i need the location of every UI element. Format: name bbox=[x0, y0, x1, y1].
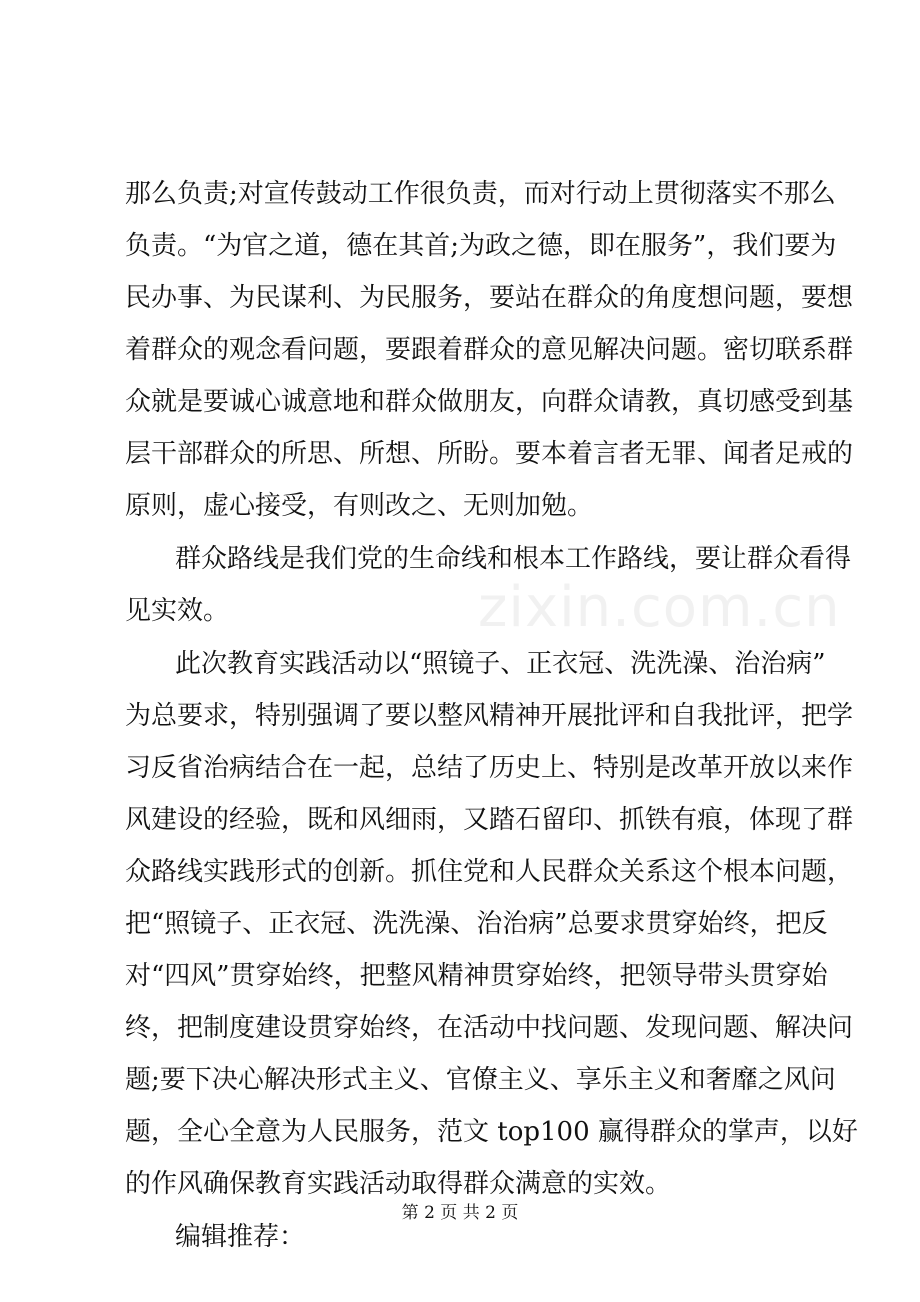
editor-recommendation-heading: 编辑推荐： bbox=[175, 1222, 306, 1252]
text-line: 风建设的经验，既和风细雨，又踏石留印、抓铁有痕，体现了群 bbox=[125, 805, 854, 835]
text-line: 把“照镜子、正衣冠、洗洗澡、治治病”总要求贯穿始终，把反 bbox=[125, 909, 828, 939]
text-line: 原则，虚心接受，有则改之、无则加勉。 bbox=[125, 491, 594, 521]
text-line: 层干部群众的所思、所想、所盼。要本着言者无罪、闻者足戒的 bbox=[125, 439, 854, 469]
text-line: 众就是要诚心诚意地和群众做朋友，向群众请教，真切感受到基 bbox=[125, 387, 854, 417]
document-body bbox=[125, 168, 858, 1263]
text-line: 为总要求，特别强调了要以整风精神开展批评和自我批评，把学 bbox=[125, 701, 854, 731]
text-line: 对“四风”贯穿始终，把整风精神贯穿始终，把领导带头贯穿始 bbox=[125, 961, 828, 991]
text-line: 负责。“为官之道，德在其首;为政之德，即在服务”，我们要为 bbox=[125, 231, 837, 261]
text-line: 终，把制度建设贯穿始终，在活动中找问题、发现问题、解决问 bbox=[125, 1013, 854, 1043]
text-line: 题;要下决心解决形式主义、官僚主义、享乐主义和奢靡之风问 bbox=[125, 1065, 836, 1095]
text-line: 民办事、为民谋利、为民服务，要站在群众的角度想问题，要想 bbox=[125, 283, 854, 313]
text-line: 众路线实践形式的创新。抓住党和人民群众关系这个根本问题， bbox=[125, 857, 854, 887]
text-line: 题，全心全意为人民服务，范文 top100 赢得群众的掌声，以好 bbox=[125, 1117, 858, 1147]
paragraph-start-line: 此次教育实践活动以“照镜子、正衣冠、洗洗澡、治治病” bbox=[175, 649, 826, 679]
text-line: 习反省治病结合在一起，总结了历史上、特别是改革开放以来作 bbox=[125, 753, 854, 783]
text-line: 那么负责;对宣传鼓动工作很负责，而对行动上贯彻落实不那么 bbox=[125, 179, 836, 209]
text-line: 见实效。 bbox=[125, 596, 230, 626]
text-line: 着群众的观念看问题，要跟着群众的意见解决问题。密切联系群 bbox=[125, 335, 854, 365]
watermark: zixin.com.cn bbox=[478, 575, 841, 640]
text-line: 的作风确保教育实践活动取得群众满意的实效。 bbox=[125, 1169, 672, 1199]
page-footer: 第 2 页 共 2 页 bbox=[401, 1203, 519, 1223]
paragraph-start-line: 群众路线是我们党的生命线和根本工作路线，要让群众看得 bbox=[175, 544, 852, 574]
